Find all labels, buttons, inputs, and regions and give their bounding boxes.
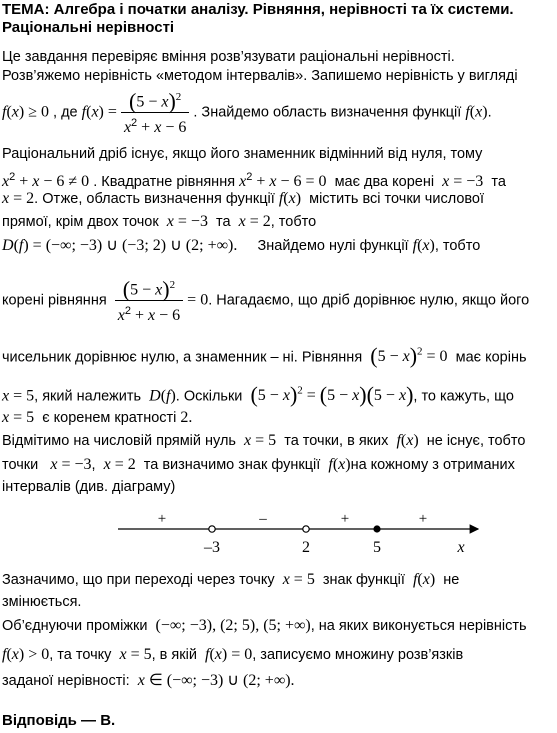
formula-line: f(x) ≥ 0 , де f(x) = $\frac{(5 - x)^2}{x^2 + x - 6}$ . Знайдемо область визначення функції f(x).: [2, 88, 492, 137]
paragraph: Це завдання перевіряє вміння розв’язувати раціональні нерівності.: [2, 49, 455, 65]
fraction: $\frac{(5 - x)^2}{x^2 + x - 6}$: [115, 276, 183, 325]
formula-line: Зазначимо, що при переході через точку x = 5 знак функції f(x) не: [2, 571, 460, 588]
formula-line: x = 5 є коренем кратності 2.: [2, 409, 193, 426]
sign-label: +: [340, 511, 350, 527]
open-point: [303, 526, 309, 532]
sign-label: –: [259, 511, 267, 527]
axis-label: x: [457, 539, 465, 556]
formula-line: точки x = −3, x = 2 та визначимо знак функції f(x)на кожному з отриманих: [2, 456, 515, 473]
formula-line: $x^2 + x - 6 \ne 0$ . Квадратне рівняння $x^2 + x - 6 = 0$ має два корені x = −3 та: [2, 171, 506, 190]
point-label: 2: [302, 539, 310, 556]
formula-line: x = 5, який належить D(f). Оскільки $(5 - x)^2 = (5 - x)(5 - x)$, то кажуть, що: [2, 382, 514, 408]
fraction: $\frac{(5 - x)^2}{x^2 + x - 6}$: [121, 88, 189, 137]
point-label: 5: [373, 539, 381, 556]
formula-line: f(x) > 0, та точку x = 5, в якій f(x) = 0, записуємо множину розв’язків: [2, 646, 464, 663]
paragraph: Розв’яжемо нерівність «методом інтервалів». Запишемо нерівність у вигляді: [2, 68, 518, 84]
paragraph: змінюється.: [2, 594, 82, 610]
sign-label: +: [418, 511, 428, 527]
formula-line: чисельник дорівнює нулю, а знаменник – ні. Рівняння $(5 - x)^2 = 0$ має корінь: [2, 343, 527, 369]
page-title: ТЕМА: Алгебра і початки аналізу. Рівняння, нерівності та їх системи. Раціональні нерівності: [2, 1, 514, 36]
formula-line: прямої, крім двох точок x = −3 та x = 2, тобто: [2, 213, 317, 230]
formula-line: Об’єднуючи проміжки (−∞; −3), (2; 5), (5; +∞), на яких виконується нерівність: [2, 617, 527, 634]
number-line-diagram: [0, 505, 557, 563]
answer: Відповідь — В.: [2, 712, 116, 729]
sign-label: +: [157, 511, 167, 527]
formula-line: заданої нерівності: x ∈ (−∞; −3) ∪ (2; +∞).: [2, 672, 295, 689]
formula-line: D(f) = (−∞; −3) ∪ (−3; 2) ∪ (2; +∞). Знайдемо нулі функції f(x), тобто: [2, 237, 481, 254]
formula-line: корені рівняння $\frac{(5 - x)^2}{x^2 + x - 6}$ = 0. Нагадаємо, що дріб дорівнює нулю, якщо його: [2, 276, 530, 325]
formula-line: x = 2. Отже, область визначення функції f(x) містить всі точки числової: [2, 190, 485, 207]
point-label: –3: [204, 539, 220, 556]
paragraph: інтервалів (див. діаграму): [2, 479, 176, 495]
formula-line: Відмітимо на числовій прямій нуль x = 5 та точки, в яких f(x) не існує, тобто: [2, 432, 526, 449]
filled-point: [373, 525, 380, 532]
paragraph: Раціональний дріб існує, якщо його знаменник відмінний від нуля, тому: [2, 146, 483, 162]
open-point: [209, 526, 215, 532]
